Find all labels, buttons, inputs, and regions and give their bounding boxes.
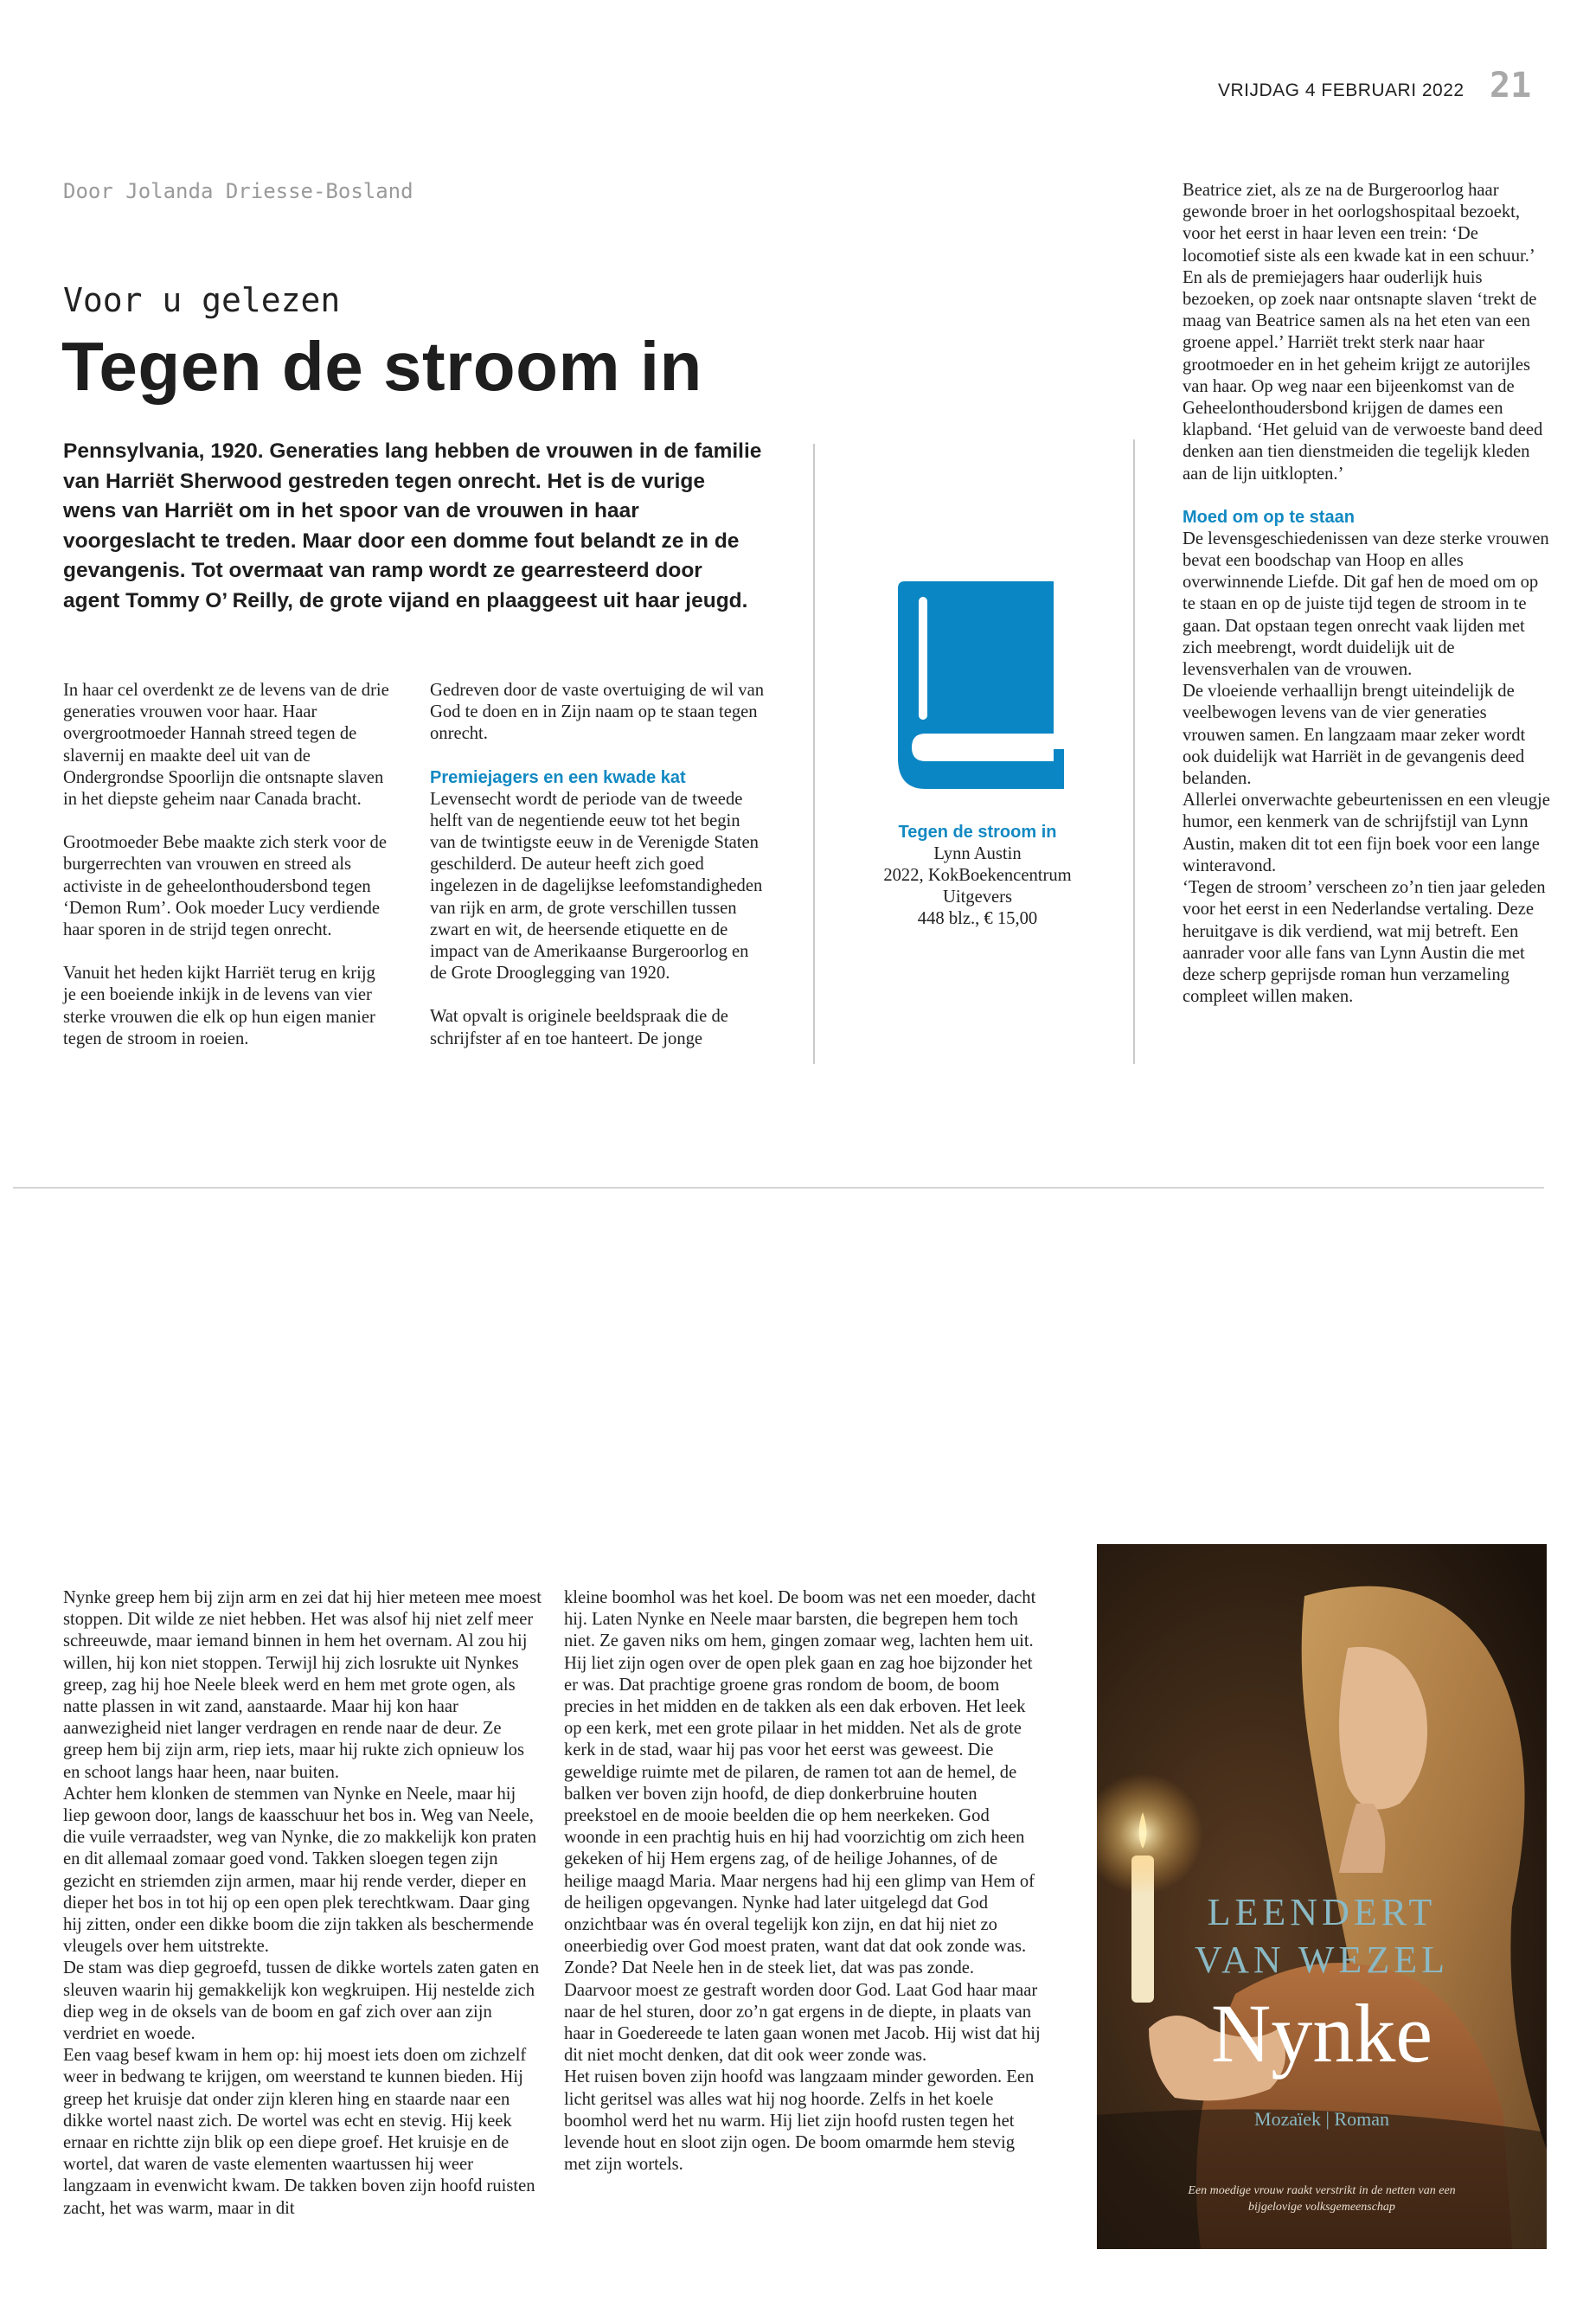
article-title: Tegen de stroom in xyxy=(61,328,702,405)
paragraph: Achter hem klonken de stemmen van Nynke en Neele, maar hij liep gewoon door, langs de kaasschuur het bos in. Weg van Neele, die vuile verraadster, weg van Nynke, die zo makkelijk kon praten en dit allemaal zomaar goed vond. Takken sloegen tegen zijn gezicht en striemden zijn armen, maar hij rende verder, dieper en dieper het bos in tot hij op een open plek terechtkwam. Daar ging hij zitten, onder een dikke boom die zijn takken als beschermende vleugels over hem uitstrekte. xyxy=(63,1784,537,1957)
paragraph: Nynke greep hem bij zijn arm en zei dat hij hier meteen mee moest stoppen. Dit wilde ze niet hebben. Het was alsof hij niet zelf meer schreeuwde, maar iemand binnen in hem het overnam. Al zou hij willen, hij kon niet stoppen. Terwijl hij zich losrukte uit Nynkes greep, zag hij hoe Neele bleek werd en hem met grote ogen, als natte plassen in wit zand, aanstaarde. Maar hij kon haar aanwezigheid niet langer verdragen en rende naar de deur. Ze greep hem bij zijn arm, riep iets, maar hij rukte zich opnieuw los en schoot langs haar heen, naar buiten. xyxy=(63,1588,542,1782)
cover-author-line-2: VAN WEZEL xyxy=(1195,1939,1449,1981)
paragraph: De vloeiende verhaallijn brengt uiteindelijk de veelbewogen levens van de vier generaties vrouwen samen. En langzaam maar zeker wordt ook duidelijk wat Harriët in de gevangenis deed belanden. xyxy=(1183,682,1526,789)
cover-subtitle: Mozaïek | Roman xyxy=(1254,2108,1389,2130)
page-number: 21 xyxy=(1490,66,1532,106)
paragraph: Levensecht wordt de periode van de tweede helft van de negentiende eeuw tot het begin van de twintigste eeuw in de Verenigde Staten geschilderd. De auteur heeft zich goed ingelezen in de dagelijkse leefomstandigheden van rijk en arm, de grote verschillen tussen zwart en wit, de heersende etiquette en de impact van de Amerikaanse Burgeroorlog en de Grote Drooglegging van 1920. xyxy=(430,789,763,984)
paragraph: Wat opvalt is originele beeldspraak die de schrijfster af en toe hanteert. De jonge xyxy=(430,1007,728,1048)
paragraph: Zonde? Dat Neele hen in de steek liet, dat was pas zonde. Daarvoor moest ze gestraft worden door God. Laat God haar maar naar de hel sturen, door zo’n gat ergens in de diepte, in plaats van haar in Goedereede te laten gaan wonen met Jacob. Hij wist dat hij dit niet mocht denken, dat dit ook weer zonde was. xyxy=(564,1958,1041,2066)
paragraph: In haar cel overdenkt ze de levens van de drie generaties vrouwen voor haar. Haar overgrootmoeder Hannah streed tegen de slavernij en maakte deel uit van de Ondergrondse Spoorlijn die ontsnapte slaven in het diepste geheim naar Canada bracht. xyxy=(63,681,389,810)
article-column-3 xyxy=(1183,180,1550,1008)
paragraph: Allerlei onverwachte gebeurtenissen en een vleugje humor, een kenmerk van de schrijfstijl van Lynn Austin, maken dit tot een fijn boek voor een lange winteravond. xyxy=(1183,791,1550,875)
book-info-title: Tegen de stroom in xyxy=(898,823,1057,842)
paragraph: De stam was diep gegroefd, tussen de dikke wortels zaten gaten en sleuven waarin hij gemakkelijk kon wegkruipen. Hij nestelde zich diep weg in de oksels van de boom en gaf zich over aan zijn verdriet en woede. xyxy=(63,1958,540,2044)
paragraph: Het ruisen boven zijn hoofd was langzaam minder geworden. Een licht geritsel was alles wat hij nog hoorde. Zelfs in het koele boomhol werd het nu warm. Hij liet zijn hoofd rusten tegen het levende hout en sloot zijn ogen. De boom omarmde hem stevig met zijn wortels. xyxy=(564,2067,1035,2175)
kicker: Voor u gelezen xyxy=(63,281,341,319)
column-divider xyxy=(813,444,815,1064)
book-icon xyxy=(891,578,1064,792)
page-date: VRIJDAG 4 FEBRUARI 2022 xyxy=(1218,80,1465,100)
section-divider xyxy=(13,1187,1544,1189)
paragraph: Gedreven door de vaste overtuiging de wil van God te doen en in Zijn naam op te staan tegen onrecht. xyxy=(430,681,765,744)
cover-title: Nynke xyxy=(1211,1987,1433,2080)
book-cover xyxy=(1097,1544,1547,2249)
paragraph: Een vaag besef kwam in hem op: hij moest iets doen om zichzelf weer in bedwang te krijgen, om weerstand te kunnen bieden. Hij greep het kruisje dat onder zijn kleren hing en staarde naar een dikke wortel naast zich. De wortel was echt en stevig. Hij keek ernaar en richtte zijn blik op een diepe groef. Het kruisje en de wortel, dat waren de vaste elementen waartussen hij weer langzaam in evenwicht kwam. De takken boven zijn hoofd ruisten zacht, het was warm, maar in dit xyxy=(63,2046,535,2218)
column-divider xyxy=(1133,439,1135,1064)
excerpt-column-1 xyxy=(63,1587,543,2220)
cover-author-line-1: LEENDERT xyxy=(1207,1891,1437,1933)
section-heading: Premiejagers en een kwade kat xyxy=(430,767,686,787)
article-column-1 xyxy=(63,680,392,1050)
excerpt-column-2 xyxy=(564,1587,1044,2176)
section-heading: Moed om op te staan xyxy=(1183,507,1355,527)
article-column-2 xyxy=(430,680,767,1050)
paragraph: ‘Tegen de stroom’ verscheen zo’n tien jaar geleden voor het eerst in een Nederlandse vertaling. Deze heruitgave is dik verdiend, wat mij betreft. Een aanrader voor alle fans van Lynn Austin die met deze scherp geprijsde roman hun verzameling compleet willen maken. xyxy=(1183,878,1546,1007)
book-info-details: 448 blz., € 15,00 xyxy=(917,909,1038,928)
paragraph: kleine boomhol was het koel. De boom was net een moeder, dacht hij. Laten Nynke en Neele maar barsten, die begrepen hem toch niet. Ze gaven niks om hem, gingen zomaar weg, lachten hem uit. xyxy=(564,1588,1036,1651)
book-info-author: Lynn Austin xyxy=(933,844,1022,863)
paragraph: Vanuit het heden kijkt Harriët terug en krijg je een boeiende inkijk in de levens van vier sterke vrouwen die elk op hun eigen manier tegen de stroom in roeien. xyxy=(63,964,375,1048)
article-intro: Pennsylvania, 1920. Generaties lang hebben de vrouwen in de familie van Harriët Sherwood gestreden tegen onrecht. Het is de vurige wens van Harriët om in het spoor van de vrouwen in haar voorgeslacht te treden. Maar door een domme fout belandt ze in de gevangenis. Tot overmaat van ramp wordt ze gearresteerd door agent Tommy O’ Reilly, de grote vijand en plaaggeest uit haar jeugd. xyxy=(63,439,762,612)
cover-tagline: Een moedige vrouw raakt verstrikt in de netten van een bijgelovige volksgemeenschap xyxy=(1188,2184,1456,2214)
paragraph: Beatrice ziet, als ze na de Burgeroorlog haar gewonde broer in het oorlogshospitaal bezoekt, voor het eerst in haar leven een trein: ‘De locomotief siste als een kwade kat in een schuur.’ En als de premiejagers haar ouderlijk huis bezoeken, op zoek naar ontsnapte slaven ‘trekt de maag van Beatrice samen als na het eten van een groene appel.’ Harriët trekt sterk naar haar grootmoeder en in het geheim krijgt ze autorijles van haar. Op weg naar een bijeenkomst van de Geheelonthoudersbond krijgen de dames een klapband. ‘Het geluid van de verwoeste band deed denken aan tien dienstmeiden die tegelijk kleden aan de lijn uitklopten.’ xyxy=(1183,181,1543,484)
paragraph: De levensgeschiedenissen van deze sterke vrouwen bevat een boodschap van Hoop en alles overwinnende Liefde. Dit gaf hen de moed om op te staan en op de juiste tijd tegen de stroom in te gaan. Dat opstaan tegen onrecht vaak lijden met zich meebrengt, wordt duidelijk uit de levensverhalen van de vrouwen. xyxy=(1183,529,1549,680)
paragraph: Grootmoeder Bebe maakte zich sterk voor de burgerrechten van vrouwen en streed als activiste in de geheelonthoudersbond tegen ‘Demon Rum’. Ook moeder Lucy verdiende haar sporen in de strijd tegen onrecht. xyxy=(63,833,387,940)
book-info-publisher: 2022, KokBoekencentrum Uitgevers xyxy=(883,866,1072,907)
book-info xyxy=(856,822,1099,930)
paragraph: Hij liet zijn ogen over de open plek gaan en zag hoe bijzonder het er was. Dat prachtige groene gras rondom de boom, de boom precies in het midden en de takken als een dak erboven. Het leek op een kerk, met een grote pilaar in het midden. Net als de grote kerk in de stad, waar hij pas voor het eerst was geweest. Die geweldige ruimte met de pilaren, de ramen tot aan de hemel, de balken ver boven zijn hoofd, de diep donkerbruine houten preekstoel en de mooie beelden die op hem neerkeken. God woonde in een prachtig huis en hij had voorzichtig om zich heen gekeken of hij Hem ergens zag, of de heilige Johannes, of de heilige maagd Maria. Maar nergens had hij een glimp van Hem of de heiligen opgevangen. Nynke had later uitgelegd dat God onzichtbaar was én overal tegelijk kon zijn, en dat hij niet zo oneerbiedig over God moest praten, want dat dat ook zonde was. xyxy=(564,1653,1035,1957)
byline: Door Jolanda Driesse-Bosland xyxy=(63,179,413,203)
